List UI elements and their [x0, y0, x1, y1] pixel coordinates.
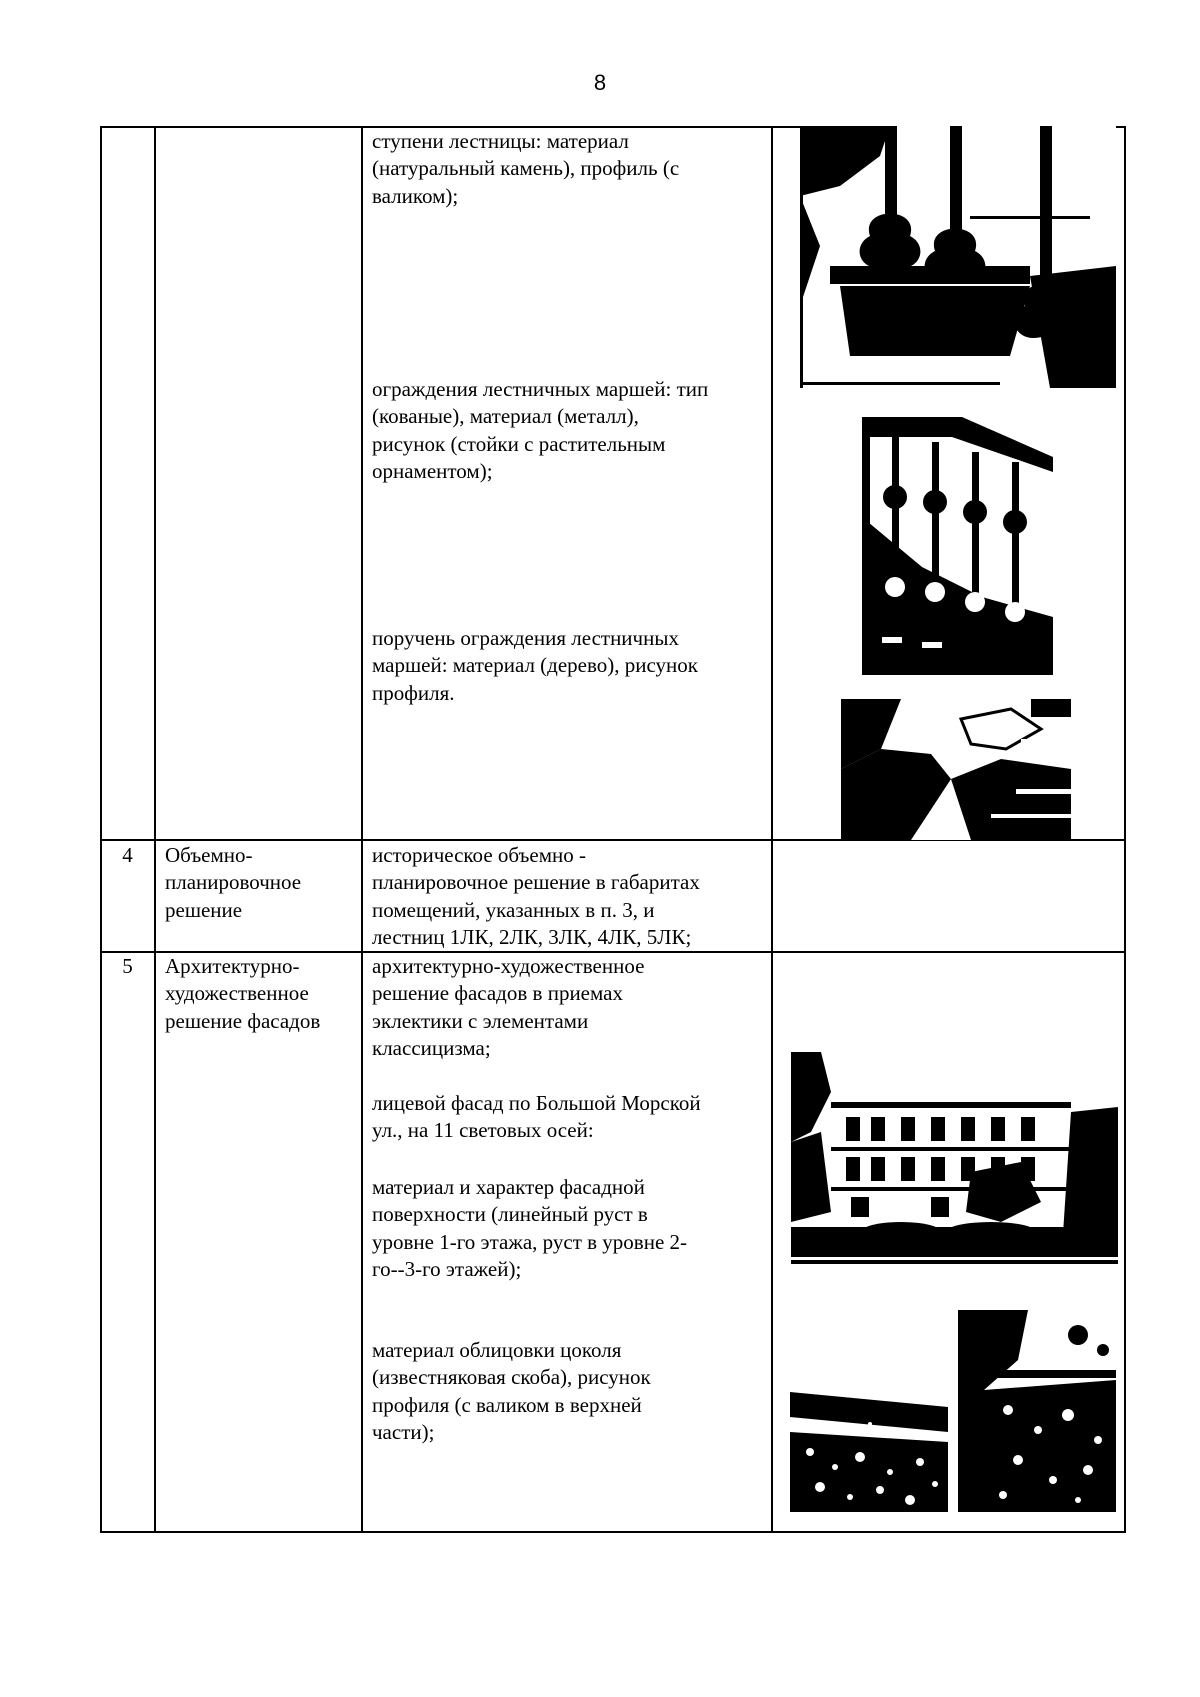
item-text-stair-railings: ограждения лестничных маршей: тип (кованые), материал (металл), рисунок (стойки с растительным орнаментом);	[372, 377, 709, 484]
column-divider-3	[771, 126, 773, 1532]
staircase-steps-photo	[800, 126, 1116, 388]
page-number: 8	[593, 70, 607, 95]
item-text-stair-steps: ступени лестницы: материал (натуральный камень), профиль (с валиком);	[372, 129, 680, 208]
column-divider-2	[361, 126, 363, 1532]
column-divider-1	[154, 126, 156, 1532]
item-text-plinth-cladding: материал облицовки цоколя (известняковая скоба), рисунок профиля (с валиком в верхней части);	[372, 1338, 651, 1445]
row-name-5: Архитектурно- художественное решение фасадов	[165, 954, 321, 1033]
item-text-facade-surface: материал и характер фасадной поверхности (линейный руст в уровне 1-го этажа, руст в уровне 2- го--3-го этажей);	[372, 1175, 688, 1282]
table-border-right	[1124, 126, 1126, 1532]
item-text-facade-solution: архитектурно-художественное решение фасадов в приемах эклектики с элементами классицизма;	[372, 954, 645, 1061]
row-name-4: Объемно- планировочное решение	[165, 843, 302, 922]
item-text-handrail: поручень ограждения лестничных маршей: материал (дерево), рисунок профиля.	[372, 626, 698, 705]
plinth-photo-right	[958, 1310, 1116, 1512]
item-text-main-facade: лицевой фасад по Большой Морской ул., на 11 световых осей:	[372, 1091, 701, 1143]
row-number-5: 5	[122, 954, 133, 978]
item-text-volume-planning: историческое объемно - планировочное решение в габаритах помещений, указанных в п. 3, и лестниц 1ЛК, 2ЛК, 3ЛК, 4ЛК, 5ЛК;	[372, 843, 700, 950]
table-border-left	[100, 126, 102, 1532]
plinth-photo-left	[790, 1372, 948, 1512]
table-border-bottom	[100, 1531, 1126, 1533]
wrought-iron-railing-photo	[862, 417, 1053, 675]
row-number-4: 4	[122, 843, 133, 867]
facade-photo	[791, 1052, 1118, 1264]
handrail-profile-photo	[841, 699, 1071, 840]
